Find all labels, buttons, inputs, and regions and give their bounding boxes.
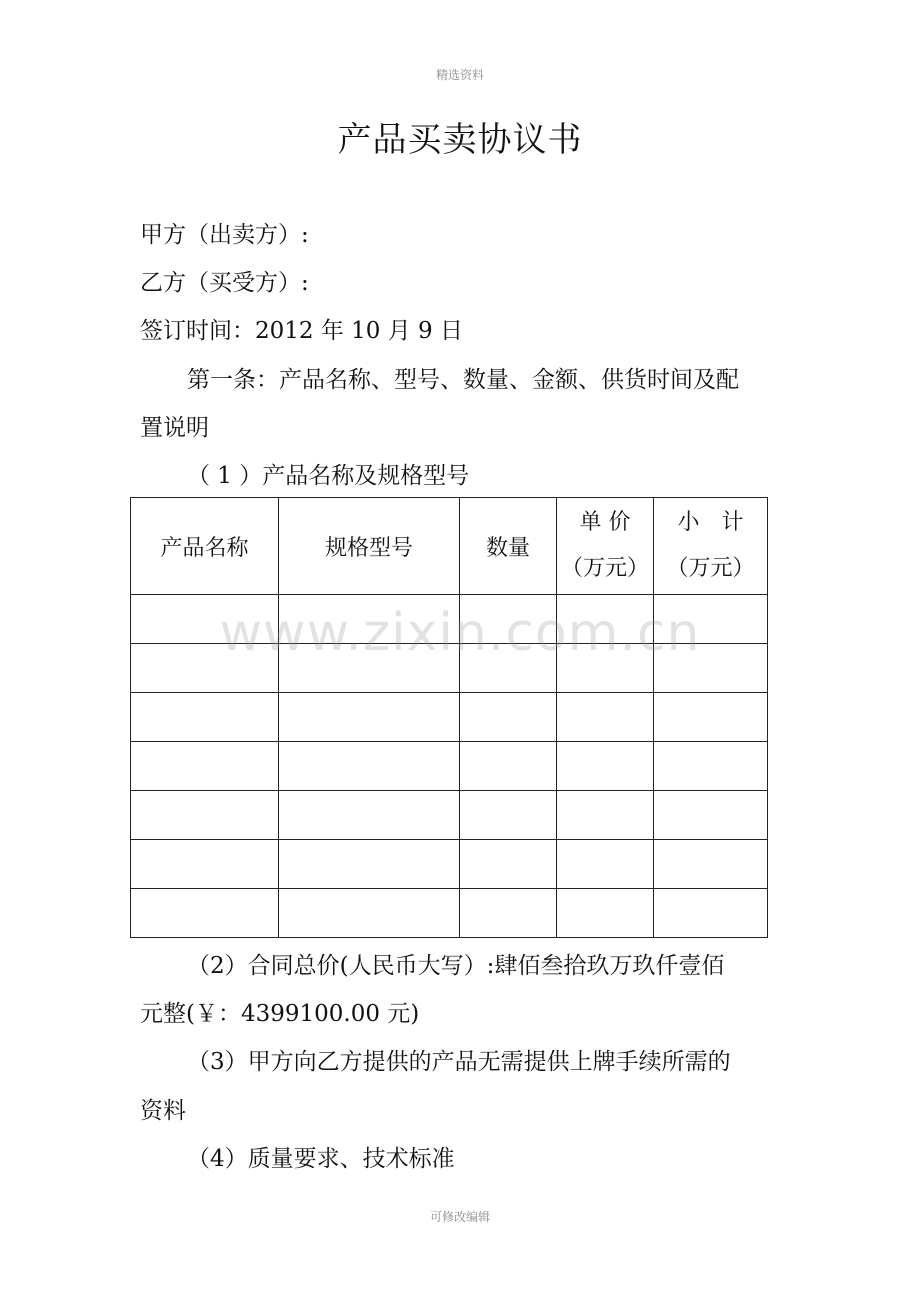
- article-1-heading: 第一条：产品名称、型号、数量、金额、供货时间及配: [187, 367, 739, 393]
- header-unit-price-label: 单 价: [579, 510, 631, 535]
- table-cell: [131, 840, 279, 889]
- header-unit-price: [557, 498, 654, 595]
- table-cell: [460, 889, 557, 938]
- page-footer-note: 可修改编辑: [429, 1210, 490, 1224]
- party-b-line: 乙方（买受方）:: [140, 270, 309, 296]
- header-unit-price-unit: （万元）: [560, 556, 649, 581]
- article-1-heading-continued: 置说明: [140, 415, 209, 441]
- table-row: [131, 742, 768, 791]
- table-cell: [279, 840, 460, 889]
- table-row: [131, 595, 768, 644]
- table-cell: [557, 791, 654, 840]
- table-cell: [131, 791, 279, 840]
- table-cell: [460, 742, 557, 791]
- subsection-1-heading: （ 1 ）产品名称及规格型号: [187, 463, 470, 489]
- table-cell: [460, 595, 557, 644]
- table-cell: [557, 840, 654, 889]
- table-cell: [460, 840, 557, 889]
- table-cell: [557, 644, 654, 693]
- header-quantity: 数量: [460, 498, 557, 595]
- table-cell: [131, 595, 279, 644]
- table-cell: [279, 791, 460, 840]
- table-cell: [460, 644, 557, 693]
- table-cell: [654, 595, 768, 644]
- table-cell: [279, 644, 460, 693]
- table-cell: [654, 693, 768, 742]
- header-product-name: 产品名称: [131, 498, 279, 595]
- subsection-3-line: （3）甲方向乙方提供的产品无需提供上牌手续所需的: [187, 1049, 731, 1075]
- header-subtotal-label: 小 计: [677, 510, 744, 535]
- table-row: [131, 889, 768, 938]
- table-row: [131, 840, 768, 889]
- subsection-4-line: （4）质量要求、技术标准: [187, 1146, 455, 1172]
- table-cell: [654, 840, 768, 889]
- watermark: www.zixin.com.cn: [219, 603, 701, 663]
- table-cell: [654, 889, 768, 938]
- table-cell: [460, 693, 557, 742]
- header-subtotal-unit: （万元）: [666, 556, 755, 581]
- table-cell: [557, 889, 654, 938]
- table-cell: [557, 595, 654, 644]
- table-cell: [279, 889, 460, 938]
- sign-date-line: 签订时间：2012 年 10 月 9 日: [140, 318, 463, 344]
- table-cell: [557, 693, 654, 742]
- header-model: 规格型号: [279, 498, 460, 595]
- product-table: [130, 497, 768, 938]
- table-body: [131, 595, 768, 938]
- table-cell: [654, 742, 768, 791]
- document-title: 产品买卖协议书: [337, 120, 583, 160]
- table-cell: [557, 742, 654, 791]
- subsection-2-line: （2）合同总价(人民币大写）:肆佰叁拾玖万玖仟壹佰: [187, 953, 725, 979]
- table-row: [131, 791, 768, 840]
- party-a-line: 甲方（出卖方）:: [140, 222, 309, 248]
- page-header-note: 精选资料: [435, 68, 484, 82]
- table-cell: [131, 644, 279, 693]
- table-row: [131, 693, 768, 742]
- table-row: [131, 644, 768, 693]
- header-subtotal: [654, 498, 768, 595]
- subsection-2-line-continued: 元整(￥：4399100.00 元): [140, 1001, 420, 1027]
- subsection-3-line-continued: 资料: [140, 1098, 186, 1124]
- table-cell: [279, 595, 460, 644]
- table-cell: [279, 742, 460, 791]
- table-cell: [131, 693, 279, 742]
- table-cell: [279, 693, 460, 742]
- table-cell: [654, 791, 768, 840]
- table-cell: [131, 889, 279, 938]
- table-cell: [460, 791, 557, 840]
- table-cell: [654, 644, 768, 693]
- table-header-row: [131, 498, 768, 595]
- table-cell: [131, 742, 279, 791]
